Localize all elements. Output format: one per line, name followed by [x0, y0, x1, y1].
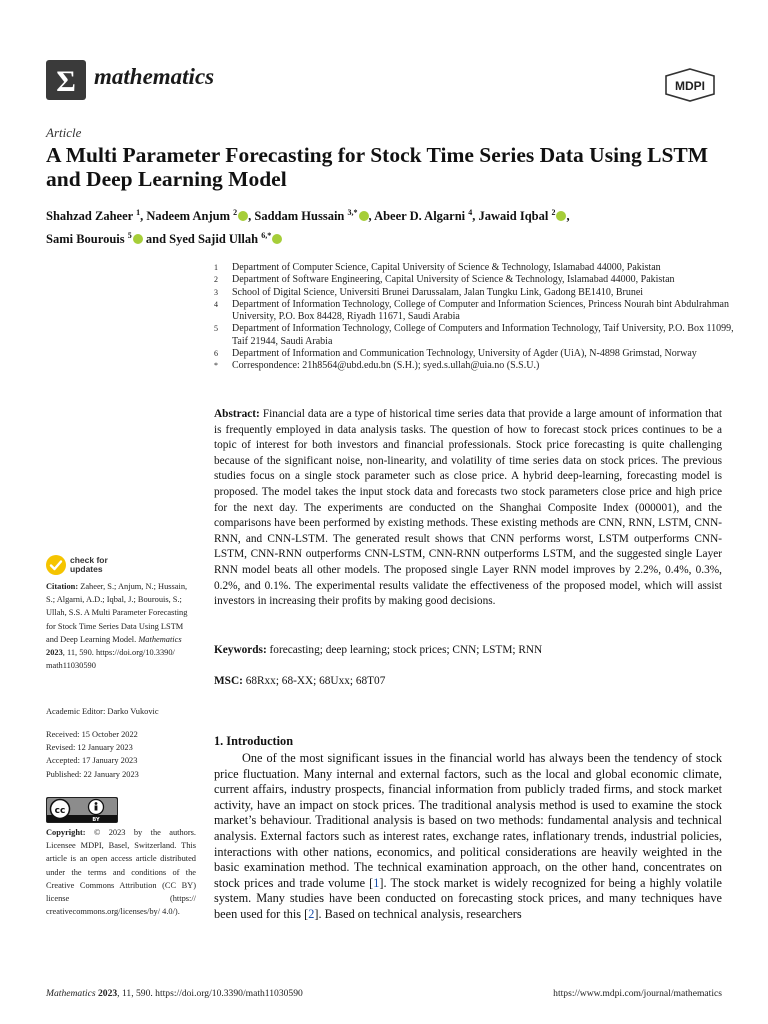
- orcid-icon[interactable]: [556, 211, 566, 221]
- keywords-label: Keywords:: [214, 644, 267, 656]
- check-for-updates-button[interactable]: check for updates: [46, 555, 108, 575]
- affiliation-item: 1 Department of Computer Science, Capital University of Science & Technology, Islamabad 44000, Pakistan: [214, 262, 661, 273]
- correspondence: * Correspondence: 21h8564@ubd.edu.bn (S.H.); syed.s.ullah@uia.no (S.S.U.): [214, 360, 540, 372]
- citation-link[interactable]: 2: [308, 906, 315, 921]
- footer-journal-url[interactable]: https://www.mdpi.com/journal/mathematics: [553, 988, 722, 999]
- affiliation-item: 5 Department of Information Technology, College of Computers and Information Technology, Taif University, P.O. Box 11099, Taif 21944, Saudi Arabia: [214, 323, 734, 347]
- msc-codes: [214, 675, 722, 687]
- affiliation-item: 6 Department of Information and Communication Technology, University of Agder (UiA), N-4898 Grimstad, Norway: [214, 348, 697, 360]
- abstract-label: Abstract:: [214, 408, 260, 420]
- footer-citation: Mathematics 2023, 11, 590. https://doi.org/10.3390/math11030590: [46, 988, 303, 999]
- svg-text:MDPI: MDPI: [675, 79, 705, 93]
- citation-link[interactable]: 1: [373, 875, 380, 890]
- revised-date: Revised: 12 January 2023: [46, 743, 133, 753]
- orcid-icon[interactable]: [359, 211, 369, 221]
- journal-logo-icon: [46, 60, 86, 100]
- author-name[interactable]: Jawaid Iqbal: [478, 209, 549, 224]
- author-name[interactable]: Abeer D. Algarni: [374, 209, 466, 224]
- keywords-text: forecasting; deep learning; stock prices; CNN; LSTM; RNN: [269, 644, 543, 656]
- academic-editor: Academic Editor: Darko Vukovic: [46, 707, 159, 716]
- orcid-icon[interactable]: [238, 211, 248, 221]
- orcid-icon[interactable]: [272, 234, 282, 244]
- publication-dates: [46, 728, 196, 781]
- section-heading: 1. Introduction: [214, 734, 294, 748]
- author-name[interactable]: Saddam Hussain: [254, 209, 345, 224]
- author-list: Shahzad Zaheer $^1$, Nadeem Anjum $^2$ , Saddam Hussain $^{3,*}$ , Abeer D. Algarni $^4$, Jawaid Iqbal $^2$ , Sami Bourouis $^5$ and Syed Sajid Ullah $^{6,*}$: [46, 208, 570, 247]
- affiliations: [214, 262, 734, 373]
- published-date: Published: 22 January 2023: [46, 769, 139, 779]
- accepted-date: Accepted: 17 January 2023: [46, 756, 138, 766]
- affiliation-item: 3 School of Digital Science, Universiti Brunei Darussalam, Jalan Tungku Link, Gadong BE1410, Brunei: [214, 286, 644, 298]
- keywords: [214, 644, 722, 656]
- check-updates-icon: [46, 555, 66, 575]
- copyright-notice: Copyright: © 2023 by the authors. Licensee MDPI, Basel, Switzerland. This article is an open access article distributed under the terms and conditions of the Creative Commons Attribution (CC BY) license (https:// creativecommons.org/licenses/by/ 4.0/).: [46, 828, 197, 917]
- orcid-icon[interactable]: [133, 234, 143, 244]
- abstract-text: Financial data are a type of historical time series data that provide a large amount of information that is frequently employed in data analysis tasks. The question of how to forecast stock prices continues to be a topic of interest for both investors and financial professionals. Stock price forecasting is quite challenging because of the significant noise, non-linearity, and volatility of time series data on stock prices. The previous studies focus on a single stock parameter such as close price. A hybrid deep-learning, forecasting model is proposed. The model takes the input stock data and forecasts two stock parameters close price and high price for the next day. The experiments are conducted on the Shanghai Composite Index (000001), and the comparisons have been performed by existing methods. These existing methods are CNN, RNN, LSTM, CNN-RNN, and CNN-LSTM. The generated result shows that CNN performs worst, LSTM outperforms CNN-LSTM, CNN-RNN outperforms CNN-LSTM, CNN-RNN outperforms LSTM, and the suggested single Layer RNN model beats all other models. The proposed single Layer RNN model improves by 2.2%, 0.4%, 0.3%, 0.2%, and 0.1%. The experimental results validate the effectiveness of the proposed model, which will assist investors in increasing their profits by making good decisions.: [214, 408, 723, 608]
- author-name[interactable]: Shahzad Zaheer: [46, 209, 133, 224]
- author-name[interactable]: Nadeem Anjum: [146, 209, 231, 224]
- author-name[interactable]: Sami Bourouis: [46, 232, 125, 247]
- article-type: Article: [46, 125, 82, 140]
- svg-text:BY: BY: [92, 817, 100, 823]
- author-name[interactable]: Syed Sajid Ullah: [169, 232, 259, 247]
- abstract: [214, 407, 722, 610]
- introduction-paragraph: One of the most significant issues in the financial world has always been the tendency of stock price fluctuation. Many internal and external factors, such as the local and global economic climate, current affairs, industry prospects, financial information from publicly traded firms, and stock market activity, have an impact on stock prices. The traditional analysis method is used to examine the stock market’s behaviour. Traditional analysis is based on two methods: fundamental analysis and technical analysis. External factors such as interest rates, exchange rates, inflationary trends, industrial policies, interactions with other nations, economics, and political considerations are heavily weighted in the basic examination method. The technical examination approach, on the other hand, concentrates on stock prices and trade volume [1]. The stock market is widely recognized for being a highly volatile system. Many studies have been conducted on forecasting stock prices, and many techniques have been used for this [2]. Based on technical analysis, researchers: [214, 751, 722, 921]
- received-date: Received: 15 October 2022: [46, 730, 138, 739]
- svg-text:cc: cc: [54, 806, 66, 816]
- affiliation-item: 4 Department of Information Technology, College of Computer and Information Sciences, Princess Nourah bint Abdulrahman University, P.O. Box 84428, Riyadh 11671, Saudi Arabia: [214, 298, 729, 323]
- citation-block: Citation: Zaheer, S.; Anjum, N.; Hussain, S.; Algarni, A.D.; Iqbal, J.; Bourouis, S.; Ullah, S.S. A Multi Parameter Forecasting for Stock Time Series Data Using LSTM and Deep Learning Model. Mathematics 2023, 11, 590. https://doi.org/10.3390/ math11030590: [46, 582, 188, 671]
- journal-name[interactable]: mathematics: [94, 64, 215, 89]
- paper-title: A Multi Parameter Forecasting for Stock Time Series Data Using LSTM and Deep Learning Model: [46, 143, 709, 191]
- msc-text: 68Rxx; 68-XX; 68Uxx; 68T07: [245, 675, 386, 687]
- msc-label: MSC:: [214, 675, 243, 687]
- mdpi-logo[interactable]: [664, 68, 716, 102]
- svg-text:Σ: Σ: [56, 65, 76, 98]
- affiliation-item: 2 Department of Software Engineering, Capital University of Science & Technology, Islamabad 44000, Pakistan: [214, 274, 675, 286]
- cc-by-license-icon[interactable]: [46, 797, 118, 823]
